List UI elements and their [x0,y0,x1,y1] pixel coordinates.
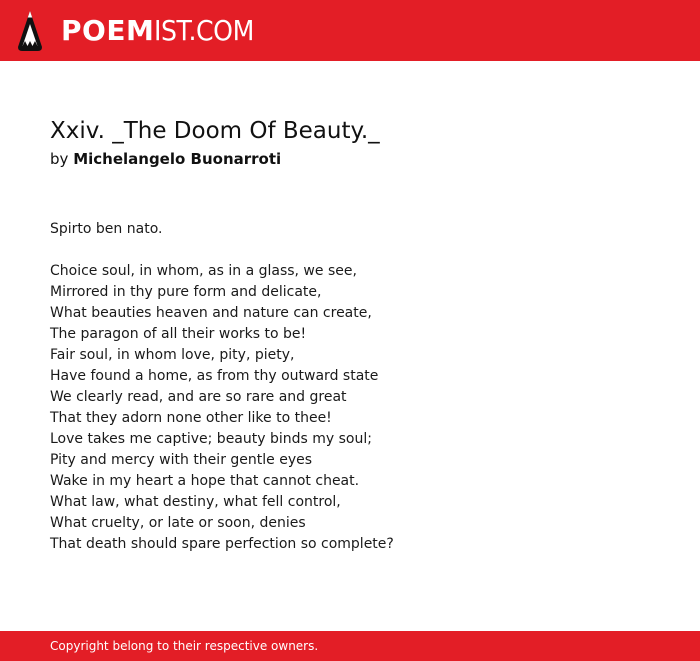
poem-body [50,219,394,555]
logo-text-light: IST.COM [154,14,255,47]
poem-line: What law, what destiny, what fell control, [50,494,341,510]
author-name: Michelangelo Buonarroti [73,150,282,168]
poem-line: Choice soul, in whom, as in a glass, we see, [50,263,357,279]
logo-text-bold: POEM [61,14,155,47]
poem-line: Mirrored in thy pure form and delicate, [50,284,322,300]
poem-epigraph: Spirto ben nato. [50,221,163,237]
poem-line: The paragon of all their works to be! [50,326,307,342]
stanza-gap [50,240,394,261]
site-logo-text [61,10,265,52]
copyright-notice: Copyright belong to their respective owners. [50,639,319,653]
poem-line: Wake in my heart a hope that cannot cheat. [50,473,360,489]
poem-byline [50,149,281,169]
poem-line: Fair soul, in whom love, pity, piety, [50,347,295,363]
poem-line: We clearly read, and are so rare and great [50,389,347,405]
poem-title: Xxiv. _The Doom Of Beauty._ [50,118,380,144]
pencil-icon [17,10,43,52]
poem-line: Love takes me captive; beauty binds my soul; [50,431,372,447]
poem-line: That death should spare perfection so complete? [50,536,394,552]
poem-line: That they adorn none other like to thee! [50,410,332,426]
site-header [0,0,700,61]
poem-line: Pity and mercy with their gentle eyes [50,452,313,468]
poem-line: What beauties heaven and nature can create, [50,305,372,321]
poem-line: Have found a home, as from thy outward state [50,368,379,384]
site-logo-link[interactable] [17,10,265,52]
site-footer [0,631,700,661]
byline-prefix: by [50,150,69,168]
poem-line: What cruelty, or late or soon, denies [50,515,306,531]
